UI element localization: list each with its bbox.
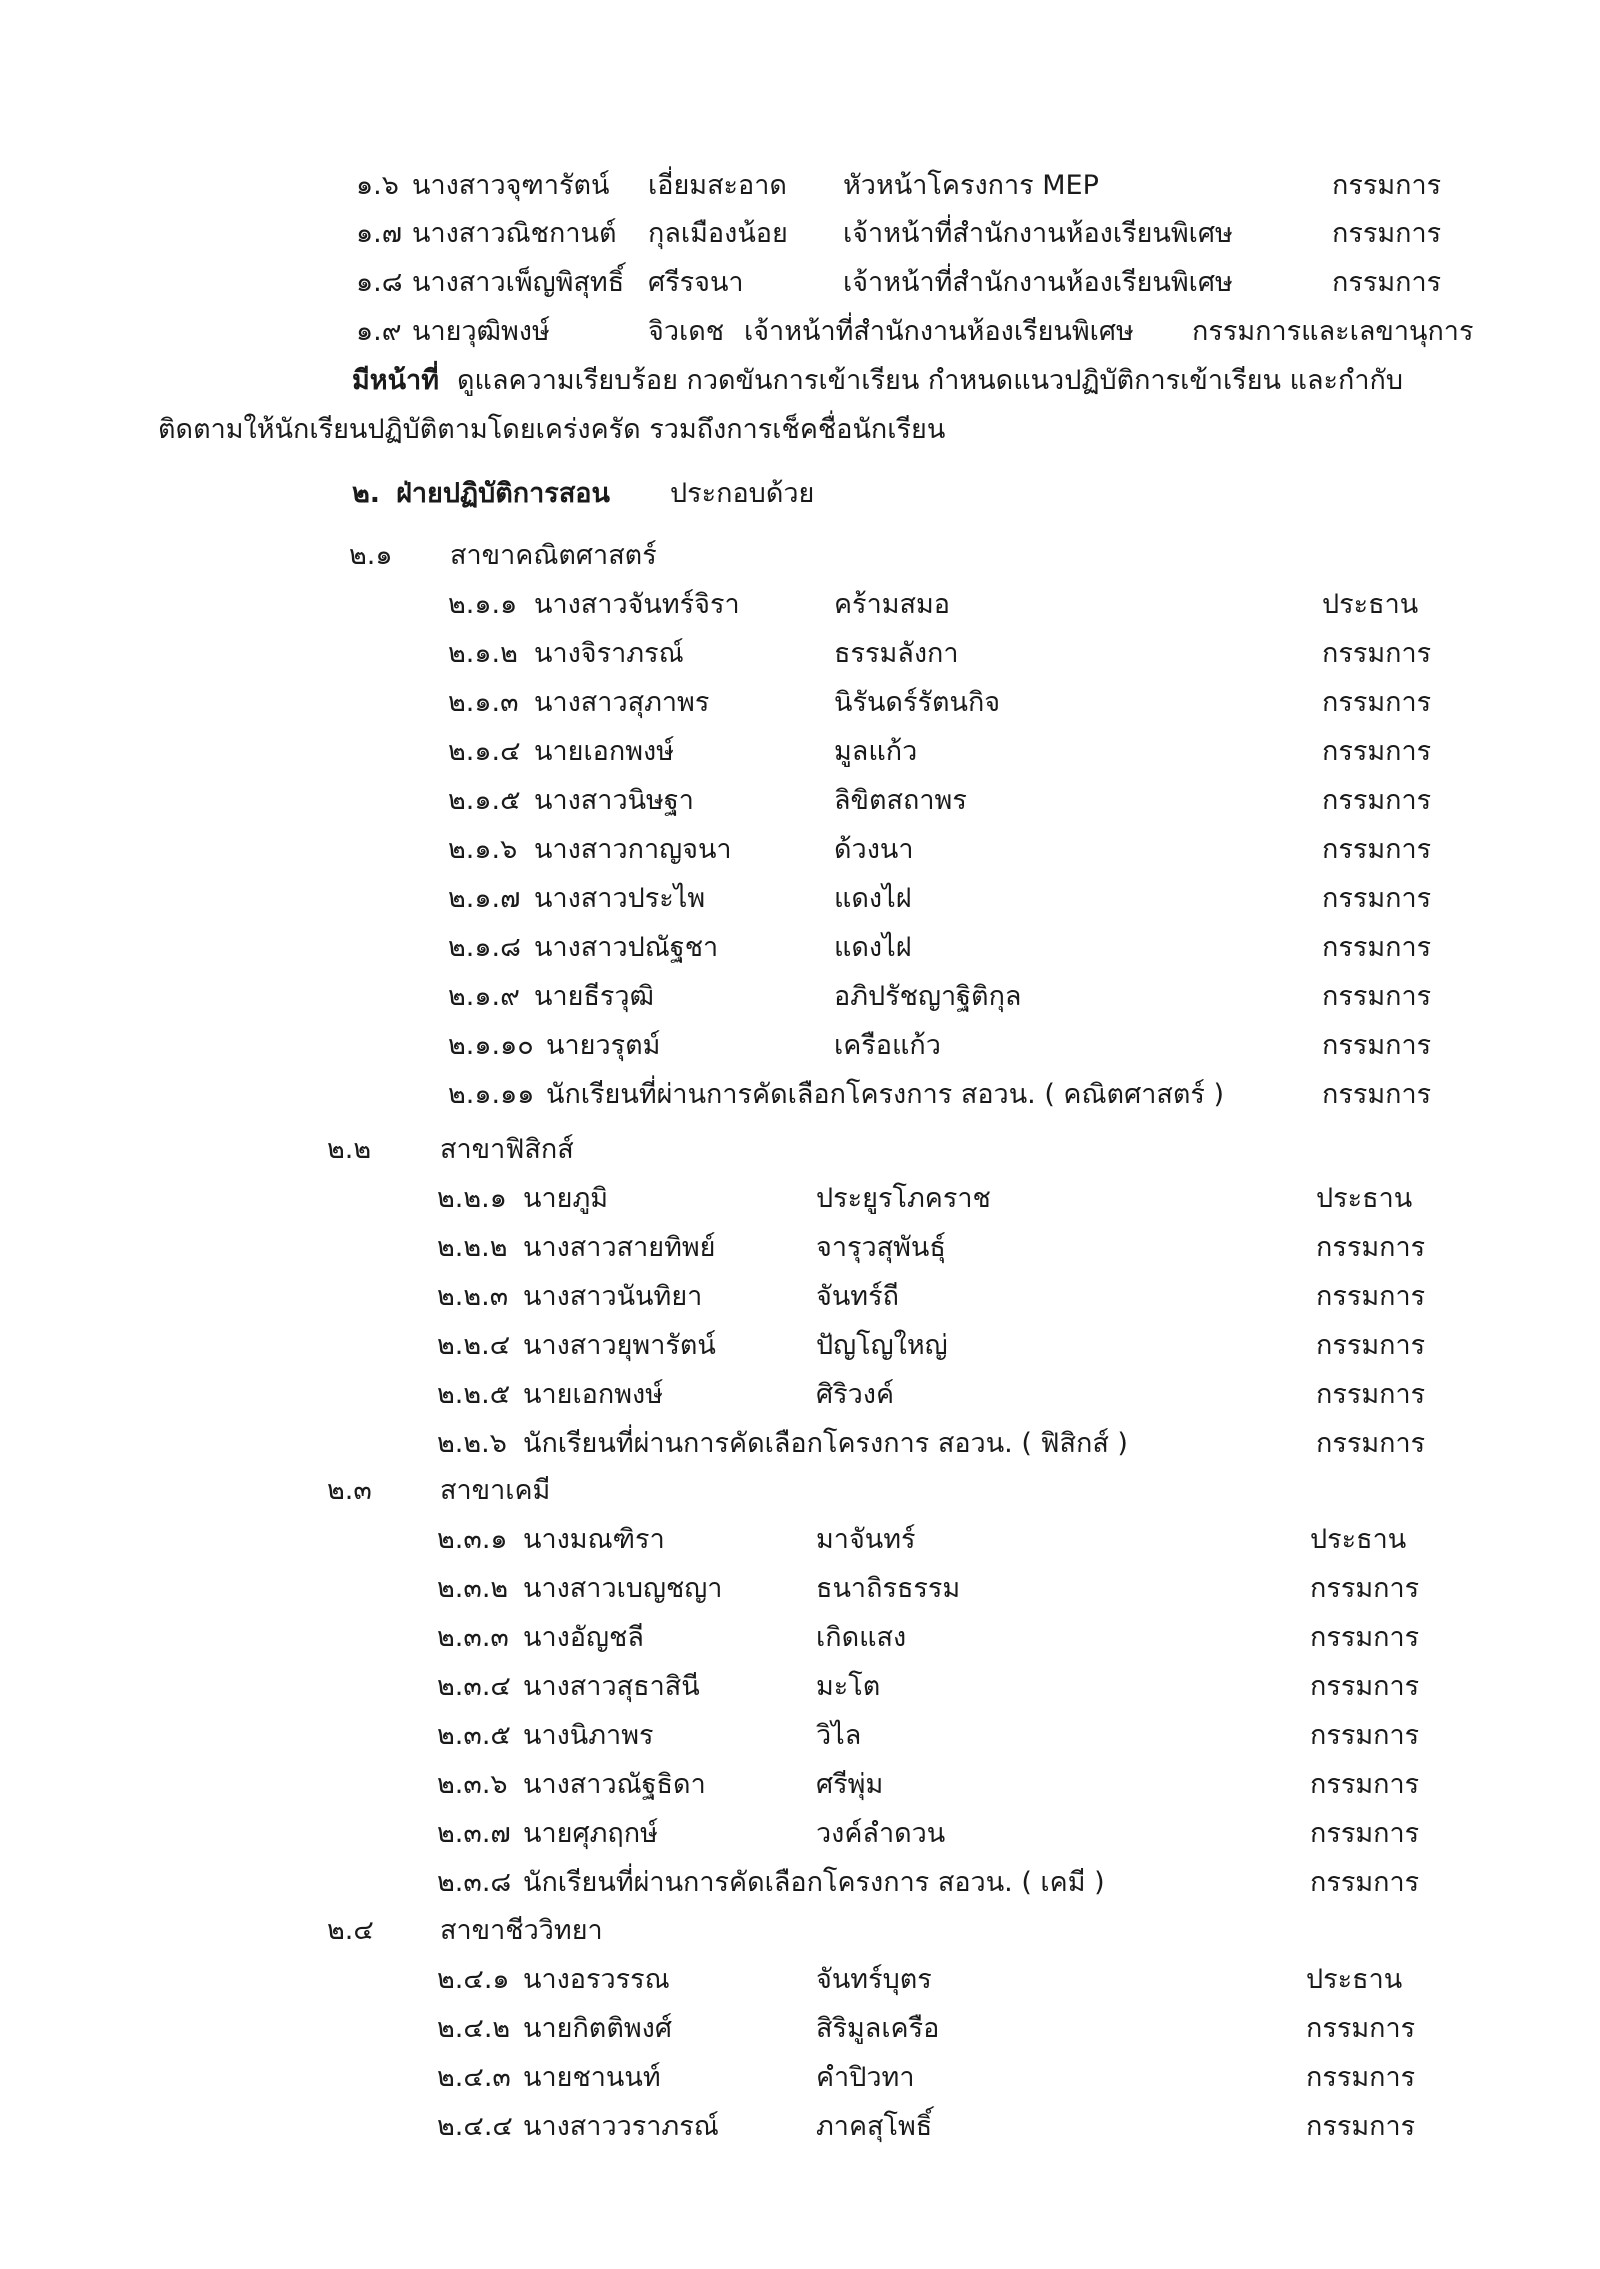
member-name: นางอัญชลี (523, 1622, 644, 1653)
member-position: กรรมการ (1322, 638, 1432, 669)
subgroup-number: ๒.๒ (327, 1134, 372, 1165)
member-surname: ภาคสุโพธิ์ (816, 2111, 933, 2142)
item-number: ๒.๔.๔ (437, 2111, 513, 2142)
duty-paragraph-line2: ติดตามให้นักเรียนปฏิบัติตามโดยเคร่งครัด รวมถึงการเช็คชื่อนักเรียน (158, 414, 946, 445)
subgroup-title: สาขาคณิตศาสตร์ (450, 540, 657, 571)
item-number: ๒.๓.๓ (437, 1622, 509, 1653)
member-position: กรรมการ (1322, 981, 1432, 1012)
member-position: ประธาน (1310, 1524, 1407, 1555)
member-surname: กุลเมืองน้อย (648, 218, 788, 249)
member-surname: มูลแก้ว (834, 736, 918, 767)
member-position: กรรมการ (1316, 1379, 1426, 1410)
member-name: นางสาวสายทิพย์ (523, 1232, 716, 1263)
item-number: ๒.๑.๓ (448, 687, 519, 718)
member-name: นางนิภาพร (523, 1720, 654, 1751)
member-name: นางสาววราภรณ์ (523, 2111, 719, 2142)
item-number: ๒.๑.๑ (448, 589, 518, 620)
item-number: ๒.๑.๗ (448, 883, 521, 914)
member-name: นายศุภฤกษ์ (523, 1818, 658, 1849)
subgroup-title: สาขาชีววิทยา (440, 1915, 603, 1946)
member-surname: ศิริวงค์ (816, 1379, 895, 1410)
member-surname: เกิดแสง (816, 1622, 907, 1653)
member-name: นางสาวเพ็ญพิสุทธิ์ (412, 267, 625, 298)
member-position: กรรมการ (1322, 932, 1432, 963)
member-surname: ศรีรจนา (648, 267, 744, 298)
member-surname: คร้ามสมอ (834, 589, 951, 620)
section-number: ๒. (352, 478, 381, 509)
member-position: กรรมการและเลขานุการ (1192, 316, 1474, 347)
member-position: กรรมการ (1316, 1281, 1426, 1312)
member-name: นางจิราภรณ์ (534, 638, 684, 669)
item-number: ๒.๔.๓ (437, 2062, 511, 2093)
member-name: นางอรวรรณ (523, 1964, 670, 1995)
member-name: นายเอกพงษ์ (523, 1379, 664, 1410)
subgroup-number: ๒.๔ (327, 1915, 374, 1946)
member-role: เจ้าหน้าที่สำนักงานห้องเรียนพิเศษ (744, 316, 1134, 347)
member-name: นายธีรวุฒิ (534, 981, 654, 1012)
member-position: กรรมการ (1310, 1769, 1420, 1800)
member-surname: จิวเดช (648, 316, 725, 347)
member-position: กรรมการ (1306, 2062, 1416, 2093)
section-suffix: ประกอบด้วย (669, 478, 815, 509)
member-position: กรรมการ (1306, 2111, 1416, 2142)
item-number: ๒.๓.๔ (437, 1671, 511, 1702)
member-position: กรรมการ (1310, 1622, 1420, 1653)
item-number: ๒.๓.๕ (437, 1720, 511, 1751)
item-number: ๑.๗ (356, 218, 403, 249)
item-number: ๒.๒.๒ (437, 1232, 508, 1263)
item-number: ๒.๒.๑ (437, 1183, 507, 1214)
item-number: ๒.๑.๖ (448, 834, 518, 865)
member-role: เจ้าหน้าที่สำนักงานห้องเรียนพิเศษ (843, 218, 1233, 249)
duty-text: ดูแลความเรียบร้อย กวดขันการเข้าเรียน กำหนดแนวปฏิบัติการเข้าเรียน และกำกับ (457, 365, 1404, 396)
member-position: กรรมการ (1310, 1818, 1420, 1849)
member-name: นางสาวกาญจนา (534, 834, 732, 865)
member-position: กรรมการ (1306, 2013, 1416, 2044)
member-name: นางสาวสุภาพร (534, 687, 710, 718)
item-number: ๑.๖ (356, 170, 399, 201)
item-number: ๒.๓.๖ (437, 1769, 508, 1800)
item-number: ๒.๑.๕ (448, 785, 521, 816)
member-surname: จารุวสุพันธุ์ (816, 1232, 946, 1263)
item-number: ๒.๓.๒ (437, 1573, 509, 1604)
member-name: นักเรียนที่ผ่านการคัดเลือกโครงการ สอวน. ( เคมี ) (523, 1867, 1105, 1898)
member-name: นายชานนท์ (523, 2062, 661, 2093)
member-position: กรรมการ (1310, 1573, 1420, 1604)
member-position: กรรมการ (1322, 736, 1432, 767)
member-position: กรรมการ (1316, 1428, 1426, 1459)
member-name: นักเรียนที่ผ่านการคัดเลือกโครงการ สอวน. ( ฟิสิกส์ ) (523, 1428, 1128, 1459)
item-number: ๒.๔.๑ (437, 1964, 510, 1995)
member-surname: ธนาถิรธรรม (816, 1573, 961, 1604)
subgroup-title: สาขาฟิสิกส์ (440, 1134, 574, 1165)
member-position: ประธาน (1316, 1183, 1413, 1214)
member-position: กรรมการ (1310, 1671, 1420, 1702)
member-name: นางสาวปณัฐชา (534, 932, 719, 963)
member-surname: วิไล (816, 1720, 862, 1751)
member-position: กรรมการ (1322, 1079, 1432, 1110)
item-number: ๒.๑.๙ (448, 981, 520, 1012)
item-number: ๒.๑.๘ (448, 932, 521, 963)
member-surname: จันทร์บุตร (816, 1964, 932, 1995)
member-position: กรรมการ (1322, 1030, 1432, 1061)
member-name: นายเอกพงษ์ (534, 736, 675, 767)
subgroup-number: ๒.๓ (327, 1475, 372, 1506)
member-position: ประธาน (1306, 1964, 1403, 1995)
member-position: กรรมการ (1322, 687, 1432, 718)
member-surname: สิริมูลเครือ (816, 2013, 940, 2044)
member-position: กรรมการ (1322, 883, 1432, 914)
member-position: กรรมการ (1316, 1232, 1426, 1263)
duty-paragraph-line1 (352, 363, 1403, 399)
member-surname: คำปิวทา (816, 2062, 915, 2093)
member-position: กรรมการ (1332, 267, 1442, 298)
item-number: ๒.๒.๖ (437, 1428, 507, 1459)
section-heading (352, 476, 814, 512)
member-surname: จันทร์ถี (816, 1281, 899, 1312)
member-position: ประธาน (1322, 589, 1419, 620)
subgroup-title: สาขาเคมี (440, 1475, 551, 1506)
member-position: กรรมการ (1310, 1720, 1420, 1751)
item-number: ๒.๒.๔ (437, 1330, 511, 1361)
member-surname: เครือแก้ว (834, 1030, 941, 1061)
member-name: นางสาวประไพ (534, 883, 706, 914)
member-surname: ด้วงนา (834, 834, 914, 865)
item-number: ๒.๓.๑ (437, 1524, 508, 1555)
member-name: นายวุฒิพงษ์ (412, 316, 550, 347)
member-position: กรรมการ (1310, 1867, 1420, 1898)
member-name: นางสาวเบญชญา (523, 1573, 723, 1604)
member-name: นายกิตติพงศ์ (523, 2013, 672, 2044)
member-name: นางสาวยุพารัตน์ (523, 1330, 716, 1361)
member-surname: อภิปรัชญาฐิติกุล (834, 981, 1022, 1012)
member-name: นักเรียนที่ผ่านการคัดเลือกโครงการ สอวน. ( คณิตศาสตร์ ) (546, 1079, 1225, 1110)
section-title: ฝ่ายปฏิบัติการสอน (396, 478, 610, 509)
member-surname: นิรันดร์รัตนกิจ (834, 687, 1001, 718)
member-surname: ธรรมลังกา (834, 638, 959, 669)
member-name: นางสาวนิษฐา (534, 785, 694, 816)
member-surname: เอี่ยมสะอาด (648, 170, 787, 201)
member-position: กรรมการ (1332, 218, 1442, 249)
member-surname: ปัญโญใหญ่ (816, 1330, 948, 1361)
member-name: นางสาวจันทร์จิรา (534, 589, 740, 620)
member-name: นางสาวจุฑารัตน์ (412, 170, 610, 201)
member-position: กรรมการ (1332, 170, 1442, 201)
member-name: นางมณฑิรา (523, 1524, 665, 1555)
member-position: กรรมการ (1322, 834, 1432, 865)
member-surname: วงค์ลำดวน (816, 1818, 946, 1849)
member-name: นางสาวนันทิยา (523, 1281, 703, 1312)
item-number: ๒.๒.๕ (437, 1379, 511, 1410)
item-number: ๒.๒.๓ (437, 1281, 509, 1312)
item-number: ๒.๑.๑๐ (448, 1030, 534, 1061)
item-number: ๒.๓.๗ (437, 1818, 511, 1849)
member-surname: ลิขิตสถาพร (834, 785, 967, 816)
item-number: ๑.๙ (356, 316, 402, 347)
member-position: กรรมการ (1322, 785, 1432, 816)
member-surname: ศรีพุ่ม (816, 1769, 884, 1800)
member-surname: แดงไฝ (834, 883, 912, 914)
item-number: ๒.๓.๘ (437, 1867, 512, 1898)
subgroup-number: ๒.๑ (349, 540, 393, 571)
member-surname: แดงไฝ (834, 932, 912, 963)
member-name: นางสาวสุธาสินี (523, 1671, 700, 1702)
member-role: เจ้าหน้าที่สำนักงานห้องเรียนพิเศษ (843, 267, 1233, 298)
member-name: นางสาวณิชกานต์ (412, 218, 617, 249)
member-role: หัวหน้าโครงการ MEP (843, 170, 1099, 201)
item-number: ๑.๘ (356, 267, 403, 298)
item-number: ๒.๑.๒ (448, 638, 518, 669)
item-number: ๒.๔.๒ (437, 2013, 511, 2044)
member-surname: ประยูรโภคราช (816, 1183, 991, 1214)
member-surname: มะโต (816, 1671, 881, 1702)
item-number: ๒.๑.๔ (448, 736, 521, 767)
member-name: นางสาวณัฐธิดา (523, 1769, 706, 1800)
item-number: ๒.๑.๑๑ (448, 1079, 535, 1110)
member-name: นายภูมิ (523, 1183, 609, 1214)
member-position: กรรมการ (1316, 1330, 1426, 1361)
member-surname: มาจันทร์ (816, 1524, 916, 1555)
duty-label: มีหน้าที่ (352, 365, 440, 396)
member-name: นายวรุตม์ (546, 1030, 661, 1061)
